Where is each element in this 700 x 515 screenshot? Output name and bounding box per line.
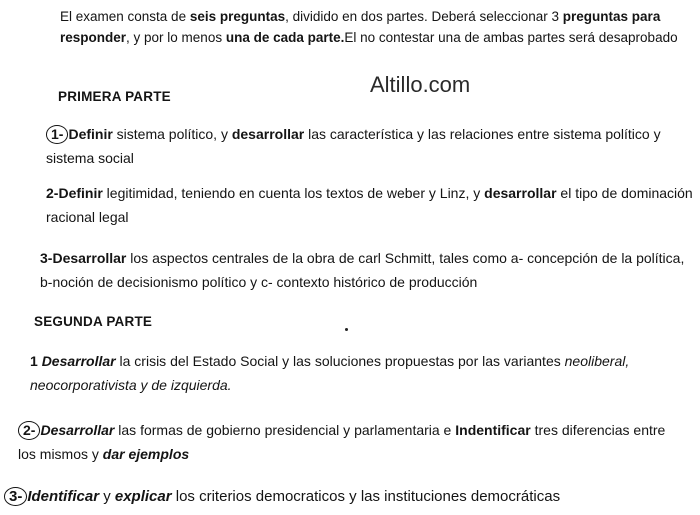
question-text: los aspectos centrales de la obra de carl Schmitt, tales como a- concepción de la política, b-noción de decisionismo político y c- contexto histórico de producción	[40, 250, 685, 290]
question-verb: Indentificar	[455, 422, 531, 438]
question-2-3	[4, 485, 694, 509]
question-text: legitimidad, teniendo en cuenta los textos de weber y Linz, y	[102, 185, 485, 201]
intro-bold-2: preguntas para responder	[60, 9, 661, 45]
question-verb: Desarrollar	[52, 250, 127, 266]
question-verb: Desarrollar	[40, 422, 115, 438]
question-verb: Identificar	[27, 488, 100, 505]
question-verb: Desarrollar	[41, 353, 116, 369]
question-verb: desarrollar	[484, 185, 557, 201]
question-text: neoliberal, neocorporativista y de izquierda.	[30, 353, 630, 393]
intro-text-3: , y por lo menos	[126, 30, 226, 45]
section-heading-segunda: SEGUNDA PARTE	[34, 314, 153, 329]
question-number-circled: 3-	[4, 487, 27, 506]
question-1-3	[40, 246, 696, 294]
intro-bold-3: una de cada parte.	[225, 30, 345, 45]
section-heading-primera: PRIMERA PARTE	[58, 89, 171, 104]
question-text: el tipo de dominación racional legal	[46, 185, 693, 225]
speck-mark	[345, 328, 348, 331]
question-verb: dar ejemplos	[102, 446, 190, 462]
question-1-1	[46, 122, 694, 170]
question-1-2	[46, 181, 696, 229]
question-number-circled: 2-	[18, 421, 40, 440]
question-2-2	[18, 418, 678, 466]
question-verb: desarrollar	[231, 126, 305, 142]
question-text: la crisis del Estado Social y las soluciones propuestas por las variantes	[115, 353, 565, 369]
question-number-circled: 1-	[46, 125, 68, 144]
question-text: tres diferencias entre los mismos y	[18, 422, 666, 462]
intro-text-4: El no contestar una de ambas partes será desaprobado	[344, 30, 678, 45]
question-text: las característica y las relaciones entre sistema político y sistema social	[46, 126, 661, 166]
question-text: sistema político, y	[112, 126, 232, 142]
intro-bold-1: seis preguntas	[189, 9, 286, 24]
question-2-1	[30, 349, 670, 397]
question-text: los criterios democraticos y las instituciones democráticas	[171, 488, 561, 505]
question-verb: Definir	[68, 126, 113, 142]
question-number: 2-	[46, 185, 59, 201]
site-watermark: Altillo.com	[370, 72, 471, 97]
exam-instructions	[60, 6, 692, 48]
question-verb: explicar	[114, 488, 172, 505]
question-verb: Definir	[58, 185, 103, 201]
intro-text-2: , dividido en dos partes. Deberá seleccionar 3	[285, 9, 563, 24]
intro-text-1: El examen consta de	[60, 9, 190, 24]
question-text: y	[99, 488, 115, 505]
question-text: las formas de gobierno presidencial y parlamentaria e	[114, 422, 456, 438]
question-number: 1	[30, 353, 42, 369]
question-number: 3-	[40, 250, 53, 266]
